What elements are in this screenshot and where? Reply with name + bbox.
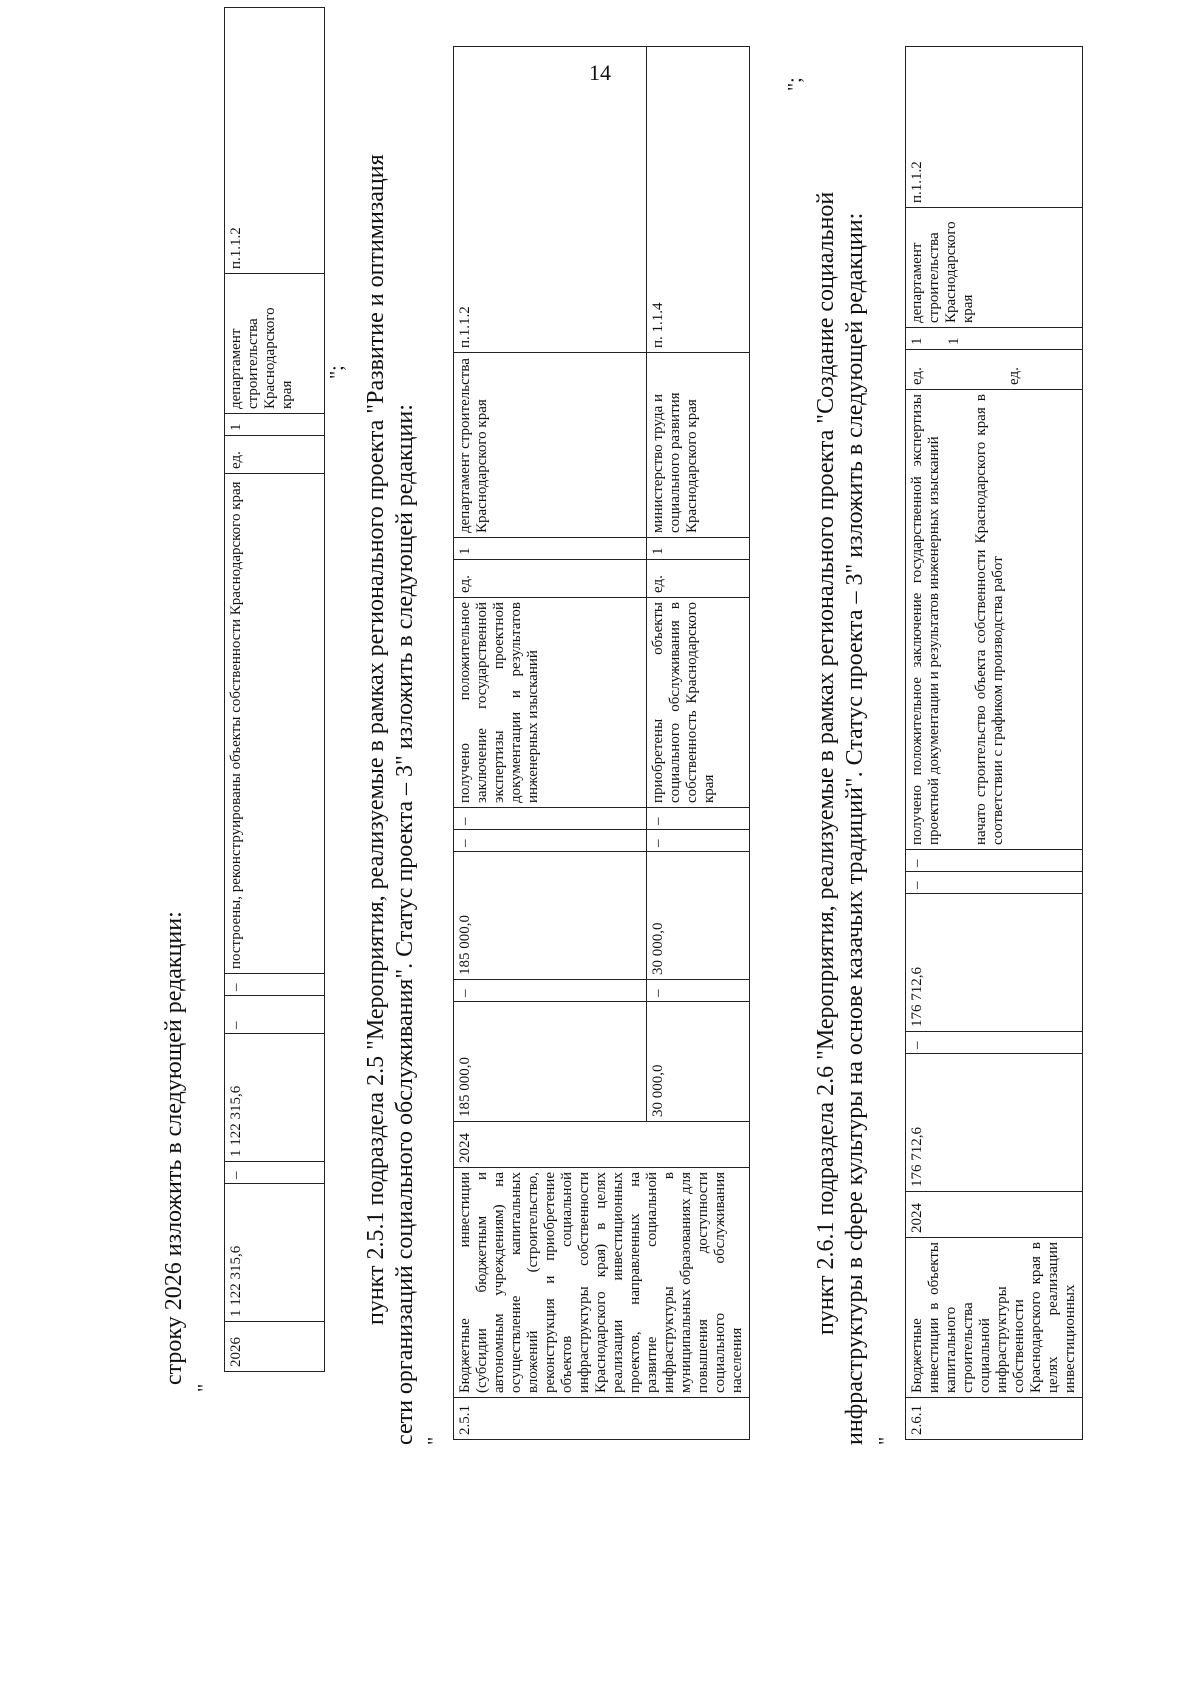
- cell-value: [906, 328, 1083, 350]
- cell-ref: п.1.1.2: [906, 47, 1083, 208]
- cell-unit: ед.: [225, 436, 325, 474]
- close-quote-2026: ";: [326, 365, 348, 379]
- open-quote-2-6-1: ": [875, 1436, 897, 1445]
- open-quote-2-5-1: ": [424, 1436, 446, 1445]
- cell-result: приобретены объекты социального обслуживания в собственность Краснодарского края: [647, 598, 750, 808]
- cell-unit: ед.: [454, 560, 647, 598]
- cell-description: Бюджетные инвестиции в объекты капитального строительства социальной инфраструктуры собственности Краснодарского края в целях реализации инвестиционных: [906, 1238, 1083, 1398]
- page-number: 14: [589, 60, 611, 85]
- cell-other: –: [647, 808, 750, 830]
- cell-year: 2024: [906, 1192, 1083, 1238]
- cell-regional: 1 122 315,6: [225, 1034, 325, 1162]
- table-2026: [224, 7, 325, 1372]
- cell-total: 185 000,0: [454, 1002, 647, 1122]
- cell-other: –: [454, 808, 647, 830]
- table-row: [225, 8, 325, 1372]
- cell-other: –: [906, 850, 1083, 872]
- cell-ref: п.1.1.2: [454, 47, 647, 353]
- cell-local: –: [225, 996, 325, 1034]
- cell-regional: 176 712,6: [906, 894, 1083, 1032]
- close-quote-2-5-1: ";: [784, 77, 806, 91]
- intro-2026: строку 2026 изложить в следующей редакции:: [161, 911, 187, 1385]
- table-row: [454, 47, 647, 1440]
- open-quote-2026: ": [194, 1383, 216, 1392]
- cell-unit: ед.: [647, 560, 750, 598]
- cell-federal: –: [225, 1162, 325, 1184]
- table-row: [906, 47, 1083, 1440]
- value-2: 1: [946, 337, 962, 345]
- cell-federal: –: [906, 1032, 1083, 1054]
- cell-value: 1: [454, 538, 647, 560]
- cell-regional: 185 000,0: [454, 852, 647, 980]
- cell-num: 2.5.1: [454, 1398, 750, 1440]
- cell-unit: [906, 350, 1083, 390]
- cell-result: построены, реконструированы объекты собственности Краснодарского края: [225, 474, 325, 974]
- cell-regional: 30 000,0: [647, 852, 750, 980]
- value-1: 1: [909, 337, 925, 345]
- cell-total: 1 122 315,6: [225, 1184, 325, 1322]
- unit-2: ед.: [1006, 367, 1022, 385]
- cell-ref: п.1.1.2: [225, 8, 325, 274]
- cell-result: [906, 390, 1083, 850]
- cell-local: –: [906, 872, 1083, 894]
- cell-federal: –: [454, 980, 647, 1002]
- cell-local: –: [647, 830, 750, 852]
- unit-1: ед.: [909, 367, 925, 385]
- cell-total: 176 712,6: [906, 1054, 1083, 1192]
- cell-value: 1: [225, 414, 325, 436]
- cell-executor: министерство труда и социального развития Краснодарского края: [647, 353, 750, 538]
- table-2-6-1: [905, 46, 1083, 1440]
- cell-num: 2.6.1: [906, 1398, 1083, 1440]
- cell-year: 2026: [225, 1322, 325, 1372]
- cell-year: 2024: [454, 1122, 750, 1168]
- cell-result: получено положительное заключение государственной экспертизы проектной документации и результатов инженерных изысканий: [454, 598, 647, 808]
- cell-executor: департамент строительства Краснодарского края: [454, 353, 647, 538]
- cell-federal: –: [647, 980, 750, 1002]
- table-2-5-1: [453, 46, 750, 1440]
- cell-description: Бюджетные инвестиции (субсидии бюджетным и автономным учреждениям) на осуществление капитальных вложений (строительство, реконструкция и приобретение объектов социальной инфраструктуры собственности Краснодарского края) в целях реализации инвестиционных проектов, направленных на развитие социальной инфраструктуры в муниципальных образованиях для повышения доступности социального обслуживания населения: [454, 1168, 750, 1398]
- cell-ref: п. 1.1.4: [647, 47, 750, 353]
- result-1: получено положительное заключение государственной экспертизы проектной документации и результатов инженерных изысканий: [909, 394, 942, 845]
- cell-local: –: [454, 830, 647, 852]
- intro-2-5-1: пункт 2.5.1 подраздела 2.5 "Мероприятия, реализуемые в рамках регионального проекта "Развитие и оптимизация сети организаций социального обслуживания". Статус проекта – 3" изложить в следующей редакции:: [363, 154, 418, 1445]
- cell-total: 30 000,0: [647, 1002, 750, 1122]
- cell-other: –: [225, 974, 325, 996]
- cell-value: 1: [647, 538, 750, 560]
- cell-executor: департамент строительства Краснодарского края: [906, 208, 1083, 328]
- intro-2-6-1: пункт 2.6.1 подраздела 2.6 "Мероприятия, реализуемые в рамках регионального проекта "Создание социальной инфраструктуры в сфере культуры на основе казачьих традиций". Статус проекта – 3" изложить в следующей редакции:: [813, 191, 868, 1445]
- cell-executor: департамент строительства Краснодарского края: [225, 274, 325, 414]
- result-2: начато строительство объекта собственности Краснодарского края в соответствии с графиком производства работ: [973, 394, 1006, 845]
